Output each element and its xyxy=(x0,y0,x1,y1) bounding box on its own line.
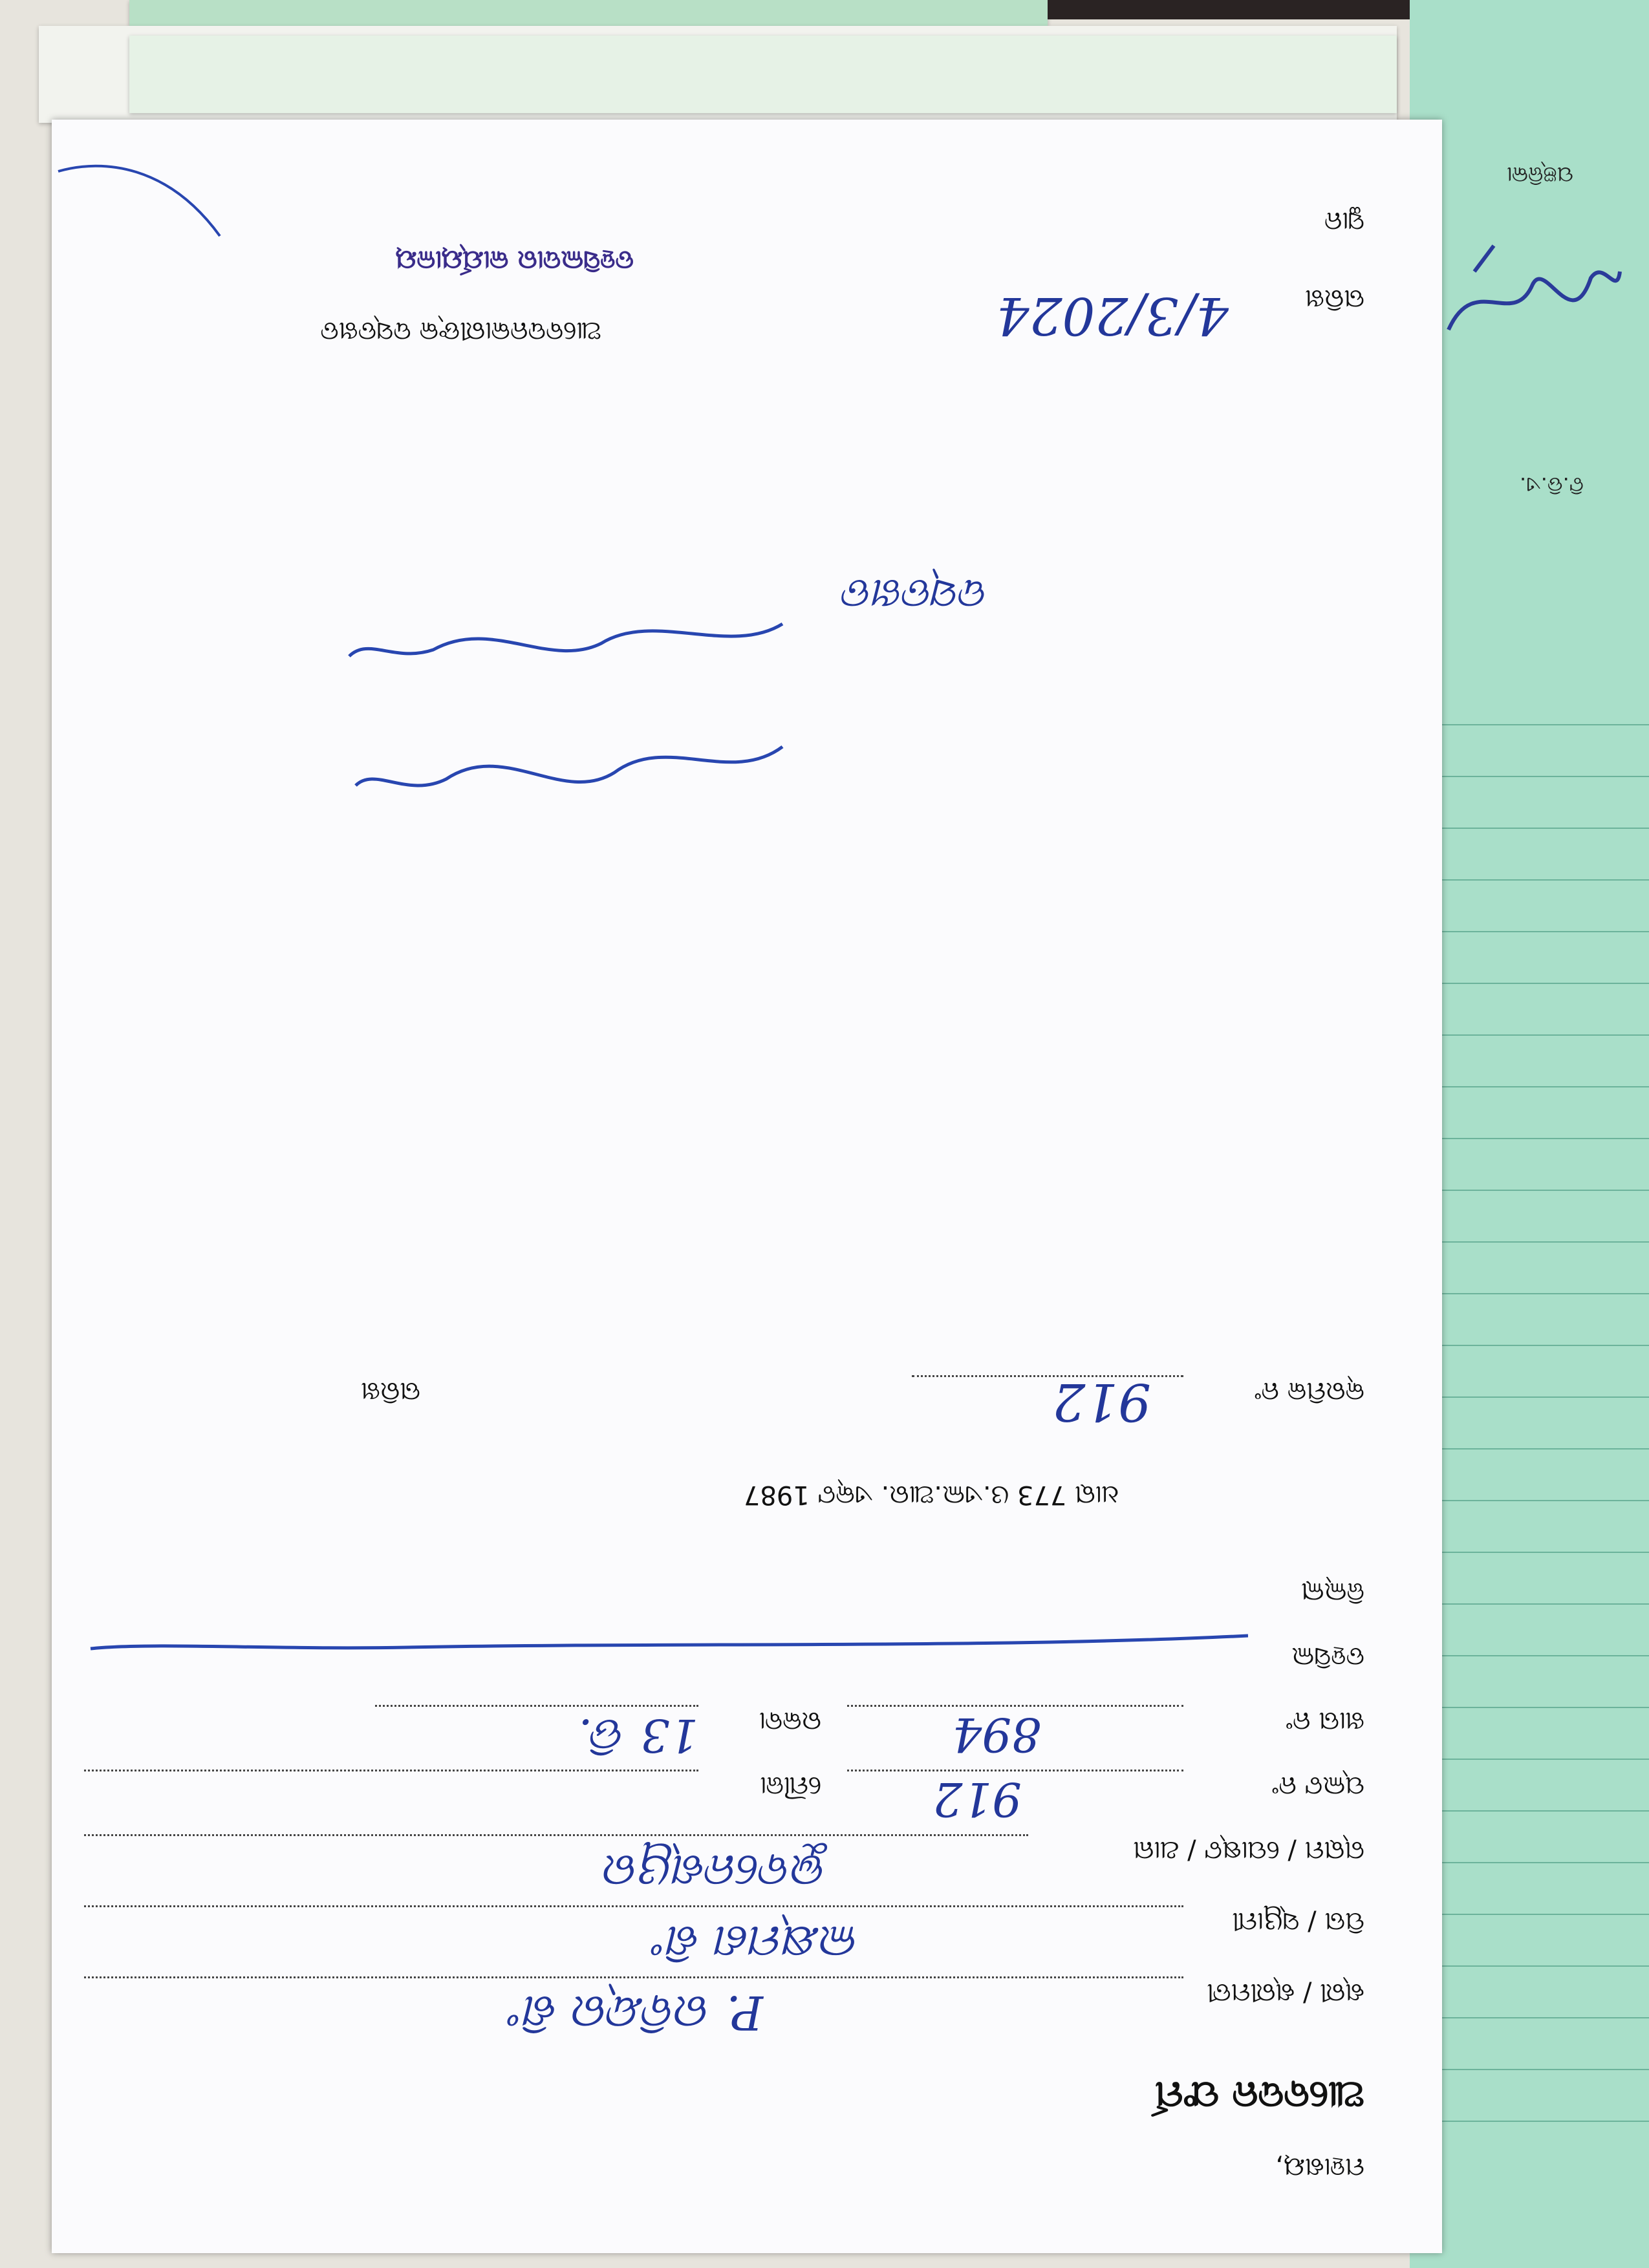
label-station: ସ୍ଥାନ xyxy=(1324,206,1364,236)
paper-edge-green xyxy=(129,0,1048,26)
para-line-2: ଜିଲ୍ଲା xyxy=(1301,1577,1364,1607)
label-number: କ୍ରମିକ ନଂ xyxy=(1255,1376,1364,1406)
dotted-line-father xyxy=(84,1905,1183,1907)
label-khata: ଖାତା ନଂ xyxy=(1286,1706,1364,1736)
dotted-line-mouza xyxy=(84,1770,698,1771)
pen-scribble-1 xyxy=(343,721,795,811)
dotted-line-village xyxy=(84,1834,1028,1836)
pen-underline xyxy=(84,1623,1248,1662)
office-stamp: ତହସିଲଦାର କାର୍ଯ୍ୟାଳୟ xyxy=(395,245,634,275)
hw-number: 912 xyxy=(1052,1372,1151,1432)
application-form-sheet xyxy=(52,120,1442,2253)
green-handwriting xyxy=(1436,233,1630,362)
hw-signature-1: ଦସ୍ତଖତ xyxy=(844,570,989,617)
dotted-line-applicant xyxy=(84,1976,1183,1978)
label-father: ପିତା / ସ୍ୱାମୀ xyxy=(1232,1907,1364,1936)
green-register xyxy=(1410,0,1649,2268)
inverted-content xyxy=(52,120,1442,2253)
hw-area: 13 ଡି. xyxy=(578,1709,698,1762)
label-date-bottom: ତାରିଖ xyxy=(1304,284,1364,314)
dotted-line-plot xyxy=(847,1770,1183,1771)
hw-applicant: P. ରବିନ୍ଦ୍ର ଶିଂ xyxy=(512,1985,763,2040)
label-village: ଗ୍ରାମ / ପୋଷ୍ଟ / ଥାନା xyxy=(1133,1835,1364,1865)
para-line-1: ତହସିଲ xyxy=(1291,1642,1364,1671)
form-salutation: ମହାଶୟ, xyxy=(1275,2152,1364,2182)
label-area: ରକବା xyxy=(759,1706,821,1736)
label-plot: ପ୍ଲଟ ନଂ xyxy=(1272,1771,1364,1801)
register-note: ଟି.ଡି.ଏ. xyxy=(1520,473,1584,497)
label-date-top: ତାରିଖ xyxy=(360,1376,420,1406)
hw-village: ଭୁବନେଶ୍ୱର xyxy=(605,1845,828,1898)
register-header: ପଞ୍ଜିକା xyxy=(1507,162,1574,187)
hw-father: ଲକ୍ଷ୍ମଣ ଶିଂ xyxy=(656,1916,860,1969)
pen-scribble-2 xyxy=(343,598,795,676)
hw-khata: 894 xyxy=(952,1707,1041,1762)
dotted-line-khata xyxy=(847,1705,1183,1707)
dotted-line-area xyxy=(375,1705,698,1707)
form-heading: ଆବେଦନ ଫର୍ମ xyxy=(1155,2073,1364,2117)
hw-plot: 912 xyxy=(932,1772,1022,1826)
pen-curl xyxy=(52,158,246,249)
label-applicant: ଶ୍ରୀ / ଶ୍ରୀମତୀ xyxy=(1207,1978,1364,2007)
paper-edge-middle xyxy=(129,36,1397,113)
label-signature: ଆବେଦନକାରୀଙ୍କ ଦସ୍ତଖତ xyxy=(320,316,601,346)
reference-line: ଧାରା 773 ଓ.ଏଲ.ଆର. ଏକ୍ଟ 1987 xyxy=(743,1480,1119,1510)
hw-date: 4/3/2024 xyxy=(996,286,1229,346)
label-mouza: ମୌଜା xyxy=(760,1771,821,1801)
